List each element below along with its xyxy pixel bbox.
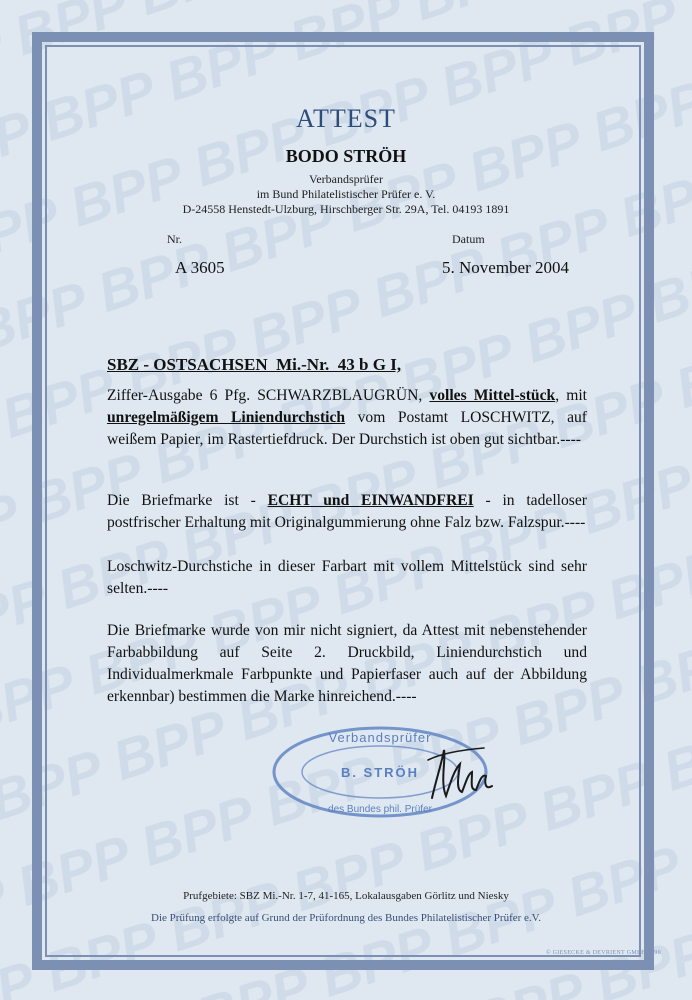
examiner-association: im Bund Philatelistischer Prüfer e. V. xyxy=(256,187,436,201)
certificate-date: 5. November 2004 xyxy=(442,258,570,277)
handwritten-signature xyxy=(432,750,492,798)
examiner-role: Verbandsprüfer xyxy=(309,172,383,186)
authenticity-paragraph xyxy=(107,490,587,534)
stamp-catalog-heading: SBZ - OSTSACHSEN Mi.-Nr. 43 b G I, xyxy=(107,355,402,374)
number-label: Nr. xyxy=(167,232,182,246)
desc-part-c: , mit xyxy=(555,387,587,404)
examination-scope: Prufgebiete: SBZ Mi.-Nr. 1-7, 41-165, Lokalausgaben Görlitz und Niesky xyxy=(183,890,509,902)
certificate-number: A 3605 xyxy=(175,258,225,277)
certificate-title: ATTEST xyxy=(296,104,396,133)
examination-regulation-note: Die Prüfung erfolgte auf Grund der Prüfordnung des Bundes Philatelistischer Prüfer e.V. xyxy=(151,912,541,924)
examiner-address: D-24558 Henstedt-Ulzburg, Hirschberger Str. 29A, Tel. 04193 1891 xyxy=(182,202,510,216)
desc-part-a: Ziffer-Ausgabe 6 Pfg. SCHWARZBLAUGRÜN, xyxy=(107,387,423,404)
stamp-center-text: B. STRÖH xyxy=(340,765,420,780)
printer-imprint: © GIESECKE & DEVRIENT GMBH 1990 xyxy=(546,950,661,956)
stamp-bottom-text: des Bundes phil. Prüfer xyxy=(328,804,432,815)
examiner-name: BODO STRÖH xyxy=(285,146,407,166)
rarity-paragraph: Loschwitz-Durchstiche in dieser Farbart mit vollem Mittelstück sind sehr selten.---- xyxy=(107,558,587,597)
auth-part-b: ECHT und EINWANDFREI xyxy=(267,492,474,509)
desc-part-d: unregelmäßigem Liniendurchstich xyxy=(107,409,346,426)
description-paragraph xyxy=(107,385,587,451)
examiner-stamp xyxy=(260,720,560,840)
auth-part-c: - in tadelloser postfrischer Erhaltung mit Originalgummierung ohne Falz bzw. Falzspur.---- xyxy=(107,492,587,531)
signature-note-paragraph: Die Briefmarke wurde von mir nicht signiert, da Attest mit nebenstehender Farbabbildung auf Seite 2. Druckbild, Liniendurchstich und Individualmerkmale Farbpunkte und Papierfaser auch auf der Abbildung erkennbar) bestimmen die Marke hinreichend.---- xyxy=(107,622,587,705)
date-label: Datum xyxy=(452,232,485,246)
auth-part-a: Die Briefmarke ist - xyxy=(107,492,256,509)
desc-part-e: vom Postamt LOSCHWITZ, auf weißem Papier, im Rastertiefdruck. Der Durchstich ist oben gut sichtbar.---- xyxy=(107,409,587,448)
stamp-top-text: Verbandsprüfer xyxy=(328,730,432,745)
desc-part-b: volles Mittel-stück xyxy=(429,387,556,404)
